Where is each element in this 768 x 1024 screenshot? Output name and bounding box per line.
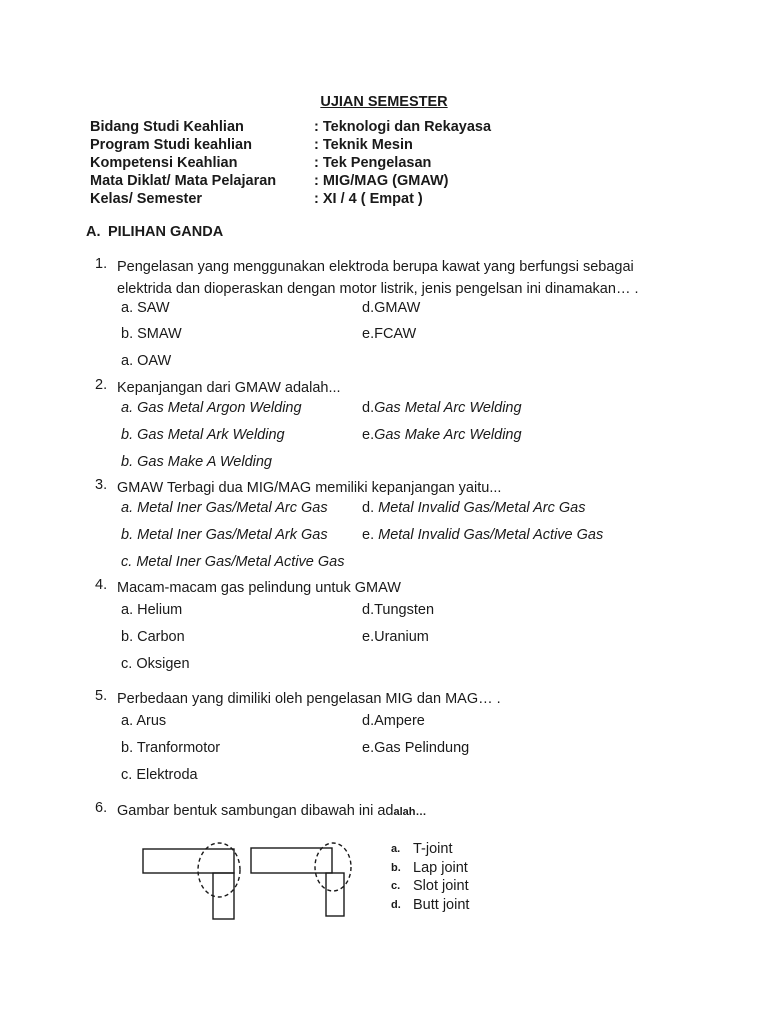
- option-q1-b[interactable]: [121, 325, 182, 343]
- option-text: Uranium: [374, 629, 429, 645]
- right-vertical-plate: [326, 873, 344, 916]
- option-text: FCAW: [374, 326, 417, 342]
- option-letter: a.: [121, 713, 134, 729]
- section-letter: A.: [86, 224, 101, 240]
- option-text: Metal Iner Gas/Metal Ark Gas: [137, 527, 328, 543]
- option-letter: b.: [121, 740, 134, 756]
- option-q3-d[interactable]: [362, 499, 586, 517]
- option-letter: b.: [121, 427, 134, 443]
- option-q2-d[interactable]: [362, 399, 522, 417]
- question-text: [117, 256, 677, 300]
- question-number: 6.: [95, 800, 108, 816]
- question-number: 1.: [95, 256, 108, 272]
- option-letter: e.: [362, 326, 375, 342]
- option-letter: a.: [121, 602, 134, 618]
- question-number: 2.: [95, 377, 108, 393]
- joint-drawing-left: [143, 843, 240, 919]
- question-line-main: Gambar bentuk sambungan dibawah ini ad: [117, 803, 394, 819]
- option-text: Tungsten: [374, 602, 435, 618]
- section-title: [86, 224, 223, 240]
- option-q4-b[interactable]: [121, 628, 185, 646]
- option-q3-a[interactable]: [121, 499, 328, 517]
- option-q3-e[interactable]: [362, 526, 603, 544]
- option-letter: b.: [121, 629, 134, 645]
- exam-info: [90, 118, 530, 208]
- option-letter: c.: [121, 767, 133, 783]
- option-text: Metal Invalid Gas/Metal Arc Gas: [378, 500, 586, 516]
- option-q3-b[interactable]: [121, 526, 328, 544]
- option-letter: a.: [391, 843, 401, 855]
- option-letter: e.: [362, 427, 375, 443]
- question-number: 3.: [95, 477, 108, 493]
- question-line: Kepanjangan dari GMAW adalah...: [117, 380, 341, 396]
- info-key: Mata Diklat/ Mata Pelajaran: [90, 173, 277, 189]
- info-row-kompetensi: [90, 154, 530, 172]
- left-horizontal-plate: [143, 849, 234, 873]
- option-q2-e[interactable]: [362, 426, 522, 444]
- option-q1-c[interactable]: [121, 352, 171, 370]
- option-q6-d[interactable]: [391, 896, 591, 915]
- option-text: OAW: [137, 353, 172, 369]
- option-text: Metal Invalid Gas/Metal Active Gas: [378, 527, 604, 543]
- option-text: Gas Make A Welding: [137, 454, 272, 470]
- option-letter: c.: [391, 880, 401, 892]
- option-text: Metal Iner Gas/Metal Active Gas: [136, 554, 345, 570]
- option-q6-a[interactable]: [391, 840, 591, 859]
- question-line: [117, 800, 677, 823]
- option-text: Metal Iner Gas/Metal Arc Gas: [137, 500, 328, 516]
- joint-drawing-right: [251, 843, 351, 916]
- question-line: elektrida dan dioperaskan dengan motor listrik, jenis pengelsan ini dinamakan… .: [117, 281, 639, 297]
- option-text: Gas Metal Arc Welding: [374, 400, 522, 416]
- info-row-kelas: [90, 190, 530, 208]
- option-q2-a[interactable]: [121, 399, 302, 417]
- option-letter: d.: [362, 300, 375, 316]
- right-horizontal-plate: [251, 848, 332, 873]
- question-number: 4.: [95, 577, 108, 593]
- option-text: SMAW: [137, 326, 182, 342]
- info-value: : XI / 4 ( Empat ): [314, 191, 423, 207]
- question-line: GMAW Terbagi dua MIG/MAG memiliki kepanjangan yaitu...: [117, 480, 502, 496]
- option-text: Oksigen: [136, 656, 190, 672]
- info-value: : MIG/MAG (GMAW): [314, 173, 449, 189]
- option-text: Gas Metal Ark Welding: [137, 427, 285, 443]
- option-text: Helium: [137, 602, 183, 618]
- info-key: Program Studi keahlian: [90, 137, 252, 153]
- option-text: Gas Metal Argon Welding: [137, 400, 302, 416]
- option-q3-c[interactable]: [121, 553, 345, 571]
- option-q2-b[interactable]: [121, 426, 285, 444]
- question-line-suffix: alah…: [393, 806, 427, 818]
- question-line: Macam-macam gas pelindung untuk GMAW: [117, 580, 401, 596]
- question-line: Pengelasan yang menggunakan elektroda berupa kawat yang berfungsi sebagai: [117, 259, 634, 275]
- option-q4-c[interactable]: [121, 655, 190, 673]
- question-number: 5.: [95, 688, 108, 704]
- option-text: Ampere: [374, 713, 425, 729]
- question-text: [117, 688, 677, 710]
- option-q5-c[interactable]: [121, 766, 198, 784]
- option-letter: e.: [362, 527, 375, 543]
- option-q5-b[interactable]: [121, 739, 220, 757]
- info-key: Kelas/ Semester: [90, 191, 203, 207]
- option-text: Butt joint: [413, 896, 470, 913]
- question-text: [117, 477, 677, 499]
- exam-title: UJIAN SEMESTER: [320, 94, 448, 110]
- option-letter: d.: [362, 400, 375, 416]
- info-value: : Teknologi dan Rekayasa: [314, 119, 492, 135]
- joint-figure: [135, 838, 355, 924]
- option-q5-a[interactable]: [121, 712, 166, 730]
- option-letter: a.: [121, 353, 134, 369]
- option-text: Carbon: [137, 629, 185, 645]
- option-q4-a[interactable]: [121, 601, 182, 619]
- option-text: Lap joint: [413, 859, 468, 876]
- option-letter: d.: [362, 602, 375, 618]
- info-value: : Tek Pengelasan: [314, 155, 432, 171]
- info-key: Bidang Studi Keahlian: [90, 119, 244, 135]
- option-text: Tranformotor: [136, 740, 221, 756]
- option-letter: c.: [121, 554, 133, 570]
- info-row-mata-diklat: [90, 172, 530, 190]
- option-letter: a.: [121, 500, 134, 516]
- option-letter: e.: [362, 740, 375, 756]
- option-text: Arus: [136, 713, 167, 729]
- option-q2-c[interactable]: [121, 453, 272, 471]
- option-q1-e[interactable]: [362, 325, 416, 343]
- option-q5-e[interactable]: [362, 739, 469, 757]
- option-letter: d.: [362, 713, 375, 729]
- info-value: : Teknik Mesin: [314, 137, 413, 153]
- option-text: SAW: [137, 300, 170, 316]
- option-letter: b.: [391, 861, 401, 874]
- option-text: Slot joint: [413, 878, 469, 894]
- option-q4-e[interactable]: [362, 628, 429, 646]
- option-text: Gas Pelindung: [374, 740, 470, 756]
- option-letter: d.: [362, 500, 375, 516]
- question-text: [117, 377, 677, 399]
- option-letter: b.: [121, 454, 134, 470]
- option-letter: b.: [121, 527, 134, 543]
- info-key: Kompetensi Keahlian: [90, 155, 238, 171]
- option-letter: a.: [121, 400, 134, 416]
- question-text: [117, 577, 677, 599]
- option-q4-d[interactable]: [362, 601, 434, 619]
- option-q6-c[interactable]: [391, 877, 591, 896]
- right-weld-circle: [315, 843, 351, 891]
- option-q1-d[interactable]: [362, 299, 420, 317]
- joint-options: [391, 840, 591, 914]
- option-letter: a.: [121, 300, 134, 316]
- option-letter: b.: [121, 326, 134, 342]
- question-text: [117, 800, 677, 823]
- option-text: Gas Make Arc Welding: [374, 427, 522, 443]
- option-q5-d[interactable]: [362, 712, 425, 730]
- option-text: T-joint: [413, 841, 453, 857]
- option-letter: c.: [121, 656, 133, 672]
- question-line: Perbedaan yang dimiliki oleh pengelasan MIG dan MAG… .: [117, 691, 501, 707]
- info-row-program: [90, 136, 530, 154]
- option-text: GMAW: [374, 300, 421, 316]
- option-q1-a[interactable]: [121, 299, 170, 317]
- option-letter: e.: [362, 629, 375, 645]
- section-name: PILIHAN GANDA: [108, 224, 224, 240]
- info-row-bidang: [90, 118, 530, 136]
- option-text: Elektroda: [136, 767, 198, 783]
- option-letter: d.: [391, 898, 401, 911]
- option-q6-b[interactable]: [391, 859, 591, 878]
- left-vertical-plate: [213, 873, 234, 919]
